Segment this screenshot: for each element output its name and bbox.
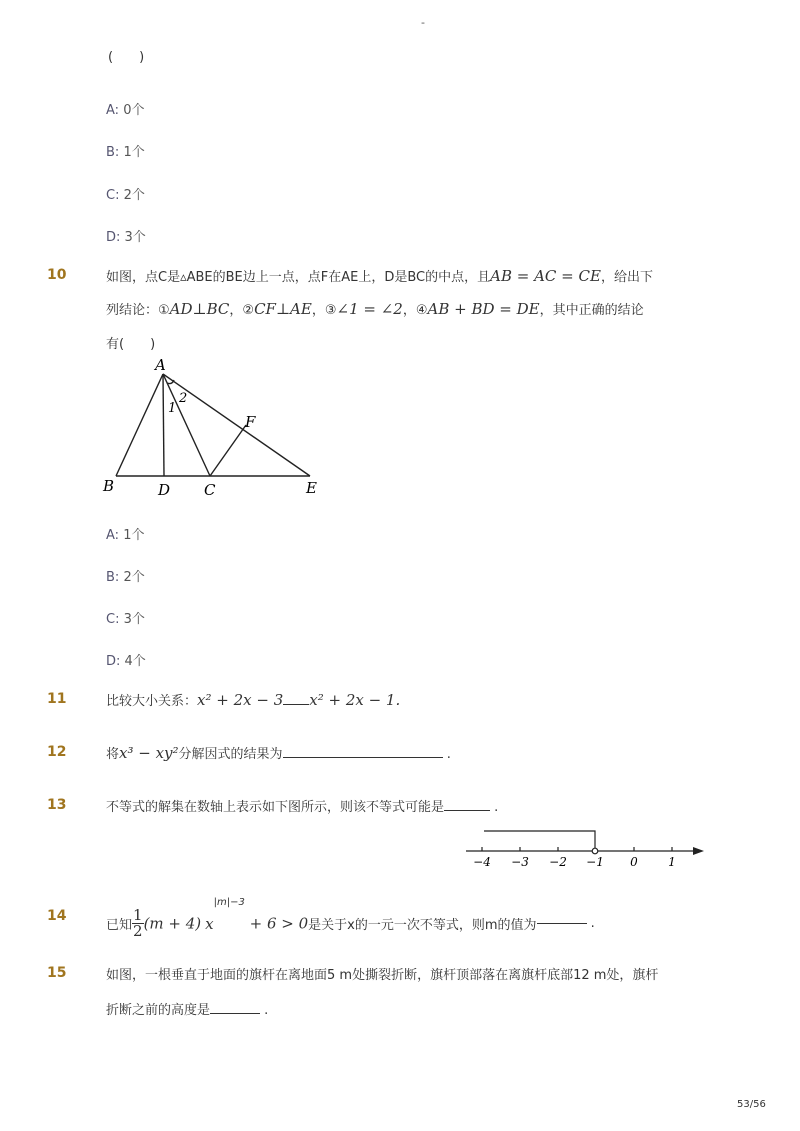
- segment-ae: [163, 374, 310, 476]
- segment-cf: [210, 425, 246, 476]
- q10-line2: 列结论：①AD⊥BC，②CF⊥AE，③∠1 = ∠2，④AB + BD = DE，其中正确的结论: [106, 300, 644, 318]
- q10-line3: 有( ): [106, 337, 156, 352]
- q14-text: 已知 $\frac{1}{2}$ (m + 4) $x^{|m|-3} + 6 > 0$是关于x的一元一次不等式，则m的值为 .: [106, 897, 595, 940]
- label-f: F: [245, 413, 256, 431]
- q13-number: 13: [47, 797, 67, 813]
- q10-line1: 如图，点C是▵ABE的BE边上一点，点F在AE上，D是BC的中点，且AB = AC = CE，给出下: [106, 267, 653, 285]
- q9-paren: ( ): [108, 50, 145, 65]
- q12-text: 将x³ − xy²分解因式的结果为 .: [106, 744, 451, 762]
- tick-label-0: 0: [630, 855, 638, 869]
- q15-line1: 如图，一根垂直于地面的旗杆在离地面5 m处撕裂折断，旗杆顶部落在离旗杆底部12 m处，旗杆: [106, 968, 659, 983]
- q9-option-c[interactable]: C: 2个: [106, 188, 145, 203]
- segment-ad: [163, 374, 164, 476]
- q13-text: 不等式的解集在数轴上表示如下图所示，则该不等式可能是 .: [106, 800, 499, 815]
- q10-triangle-figure: [100, 355, 330, 505]
- number-line-arrow: [693, 847, 704, 855]
- q10-option-c[interactable]: C: 3个: [106, 612, 145, 627]
- q9-option-d[interactable]: D: 3个: [106, 230, 146, 245]
- q11-text: 比较大小关系：x² + 2x − 3 x² + 2x − 1.: [106, 691, 401, 709]
- open-endpoint: [592, 848, 598, 854]
- q10-option-d[interactable]: D: 4个: [106, 654, 146, 669]
- label-b: B: [103, 477, 115, 495]
- q14-number: 14: [47, 908, 67, 924]
- label-e: E: [306, 479, 317, 497]
- q10-number: 10: [47, 267, 67, 283]
- q15-number: 15: [47, 965, 67, 981]
- solution-ray: [484, 831, 595, 851]
- q12-number: 12: [47, 744, 67, 760]
- q15-line2: 折断之前的高度是 .: [106, 1003, 269, 1018]
- tick-label-neg1: −1: [586, 855, 604, 869]
- q11-number: 11: [47, 691, 67, 707]
- segment-ac: [163, 374, 210, 476]
- label-angle-1: 1: [168, 401, 177, 416]
- header-mark: -: [421, 16, 425, 29]
- segment-ab: [116, 374, 163, 476]
- q10-option-a[interactable]: A: 1个: [106, 528, 145, 543]
- tick-label-neg4: −4: [473, 855, 491, 869]
- q11-answer-blank[interactable]: [283, 704, 309, 705]
- q13-answer-blank[interactable]: [444, 810, 490, 811]
- q9-option-b[interactable]: B: 1个: [106, 145, 145, 160]
- tick-label-1: 1: [668, 855, 676, 869]
- q13-number-line: [460, 820, 710, 872]
- q10-option-b[interactable]: B: 2个: [106, 570, 145, 585]
- label-c: C: [204, 481, 216, 499]
- q12-answer-blank[interactable]: [283, 757, 443, 758]
- tick-label-neg3: −3: [511, 855, 529, 869]
- label-d: D: [158, 481, 171, 499]
- page-number: 53/56: [737, 1099, 766, 1110]
- tick-label-neg2: −2: [549, 855, 567, 869]
- q15-answer-blank[interactable]: [210, 1013, 260, 1014]
- label-a: A: [155, 356, 166, 374]
- q9-option-a[interactable]: A: 0个: [106, 103, 145, 118]
- label-angle-2: 2: [179, 391, 188, 406]
- q14-fraction: $\frac{1}{2}$: [133, 906, 143, 940]
- q14-answer-blank[interactable]: [537, 923, 587, 924]
